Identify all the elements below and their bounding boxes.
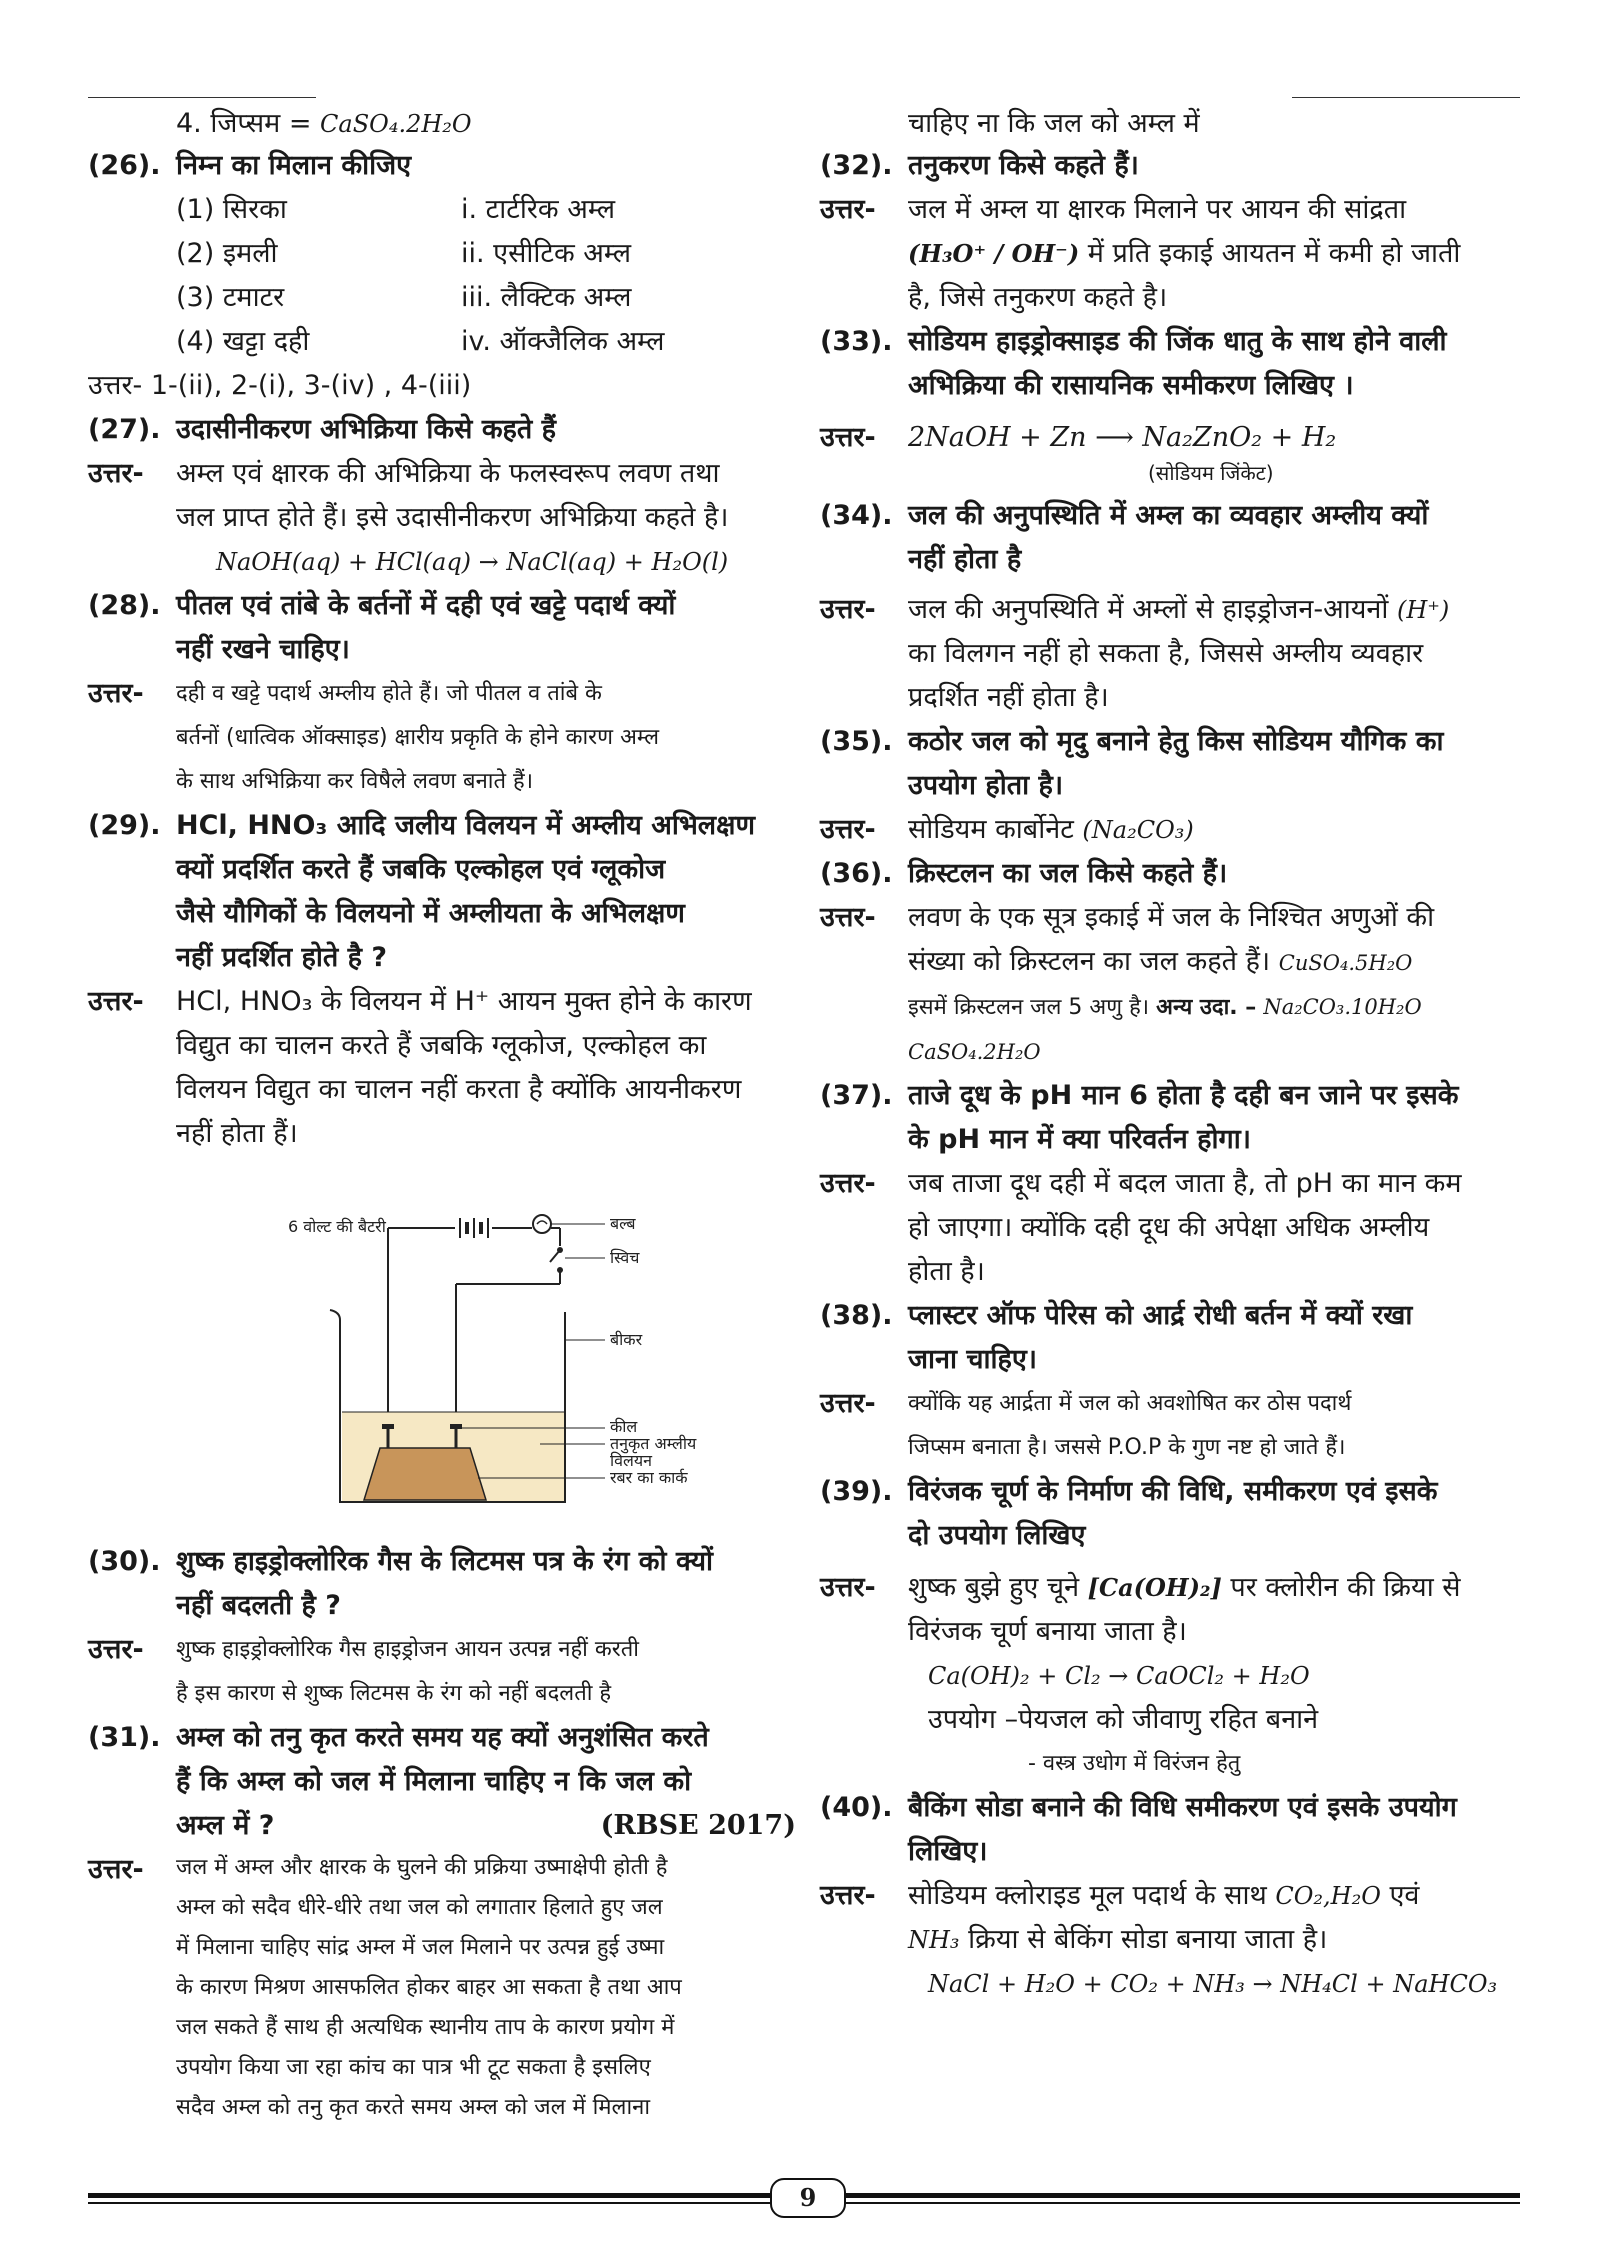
- answer-text: है इस कारण से शुष्क लिटमस के रंग को नहीं बदलती है: [176, 1681, 612, 1706]
- match-row: [88, 320, 796, 364]
- answer-text: बर्तनों (धात्विक ऑक्साइड) क्षारीय प्रकृति के होने कारण अम्ल: [176, 725, 660, 750]
- question-text: अम्ल में ?: [176, 1810, 275, 1841]
- use-text: उपयोग –पेयजल को जीवाणु रहित बनाने: [928, 1704, 1319, 1735]
- bleaching-powder-equation: Ca(OH)₂ + Cl₂ → CaOCl₂ + H₂O: [928, 1662, 1310, 1690]
- cork-label: रबर का कार्क: [610, 1468, 688, 1487]
- question-text: नहीं होता है: [908, 544, 1022, 575]
- question-26: [88, 144, 796, 188]
- slaked-lime-formula: [Ca(OH)₂]: [1087, 1573, 1222, 1602]
- question-32: [820, 144, 1520, 188]
- answer-text: जल की अनुपस्थिति में अम्लों से हाइड्रोजन-आयनों: [908, 594, 1389, 625]
- answer-text: जल में अम्ल या क्षारक मिलाने पर आयन की सांद्रता: [908, 194, 1407, 225]
- answer-31: [88, 1848, 796, 2128]
- question-text: उदासीनीकरण अभिक्रिया किसे कहते हैं: [176, 414, 557, 445]
- answer-text: का विलगन नहीं हो सकता है, जिससे अम्लीय व्यवहार: [908, 638, 1424, 669]
- exam-tag: (RBSE 2017): [600, 1810, 796, 1841]
- answer-text: अम्ल एवं क्षारक की अभिक्रिया के फलस्वरूप लवण तथा: [176, 458, 720, 489]
- question-number: (26).: [88, 150, 161, 181]
- nail-label: कील: [610, 1417, 638, 1436]
- answer-text: विलयन विद्युत का चालन नहीं करता है क्योंकि आयनीकरण: [176, 1074, 742, 1105]
- answer-text: जल प्राप्त होते हैं। इसे उदासीनीकरण अभिक्रिया कहते है।: [176, 502, 729, 533]
- answer-text: HCl, HNO₃ के विलयन में H⁺ आयन मुक्त होने के कारण: [176, 986, 752, 1017]
- answer-text: जिप्सम बनाता है। जससे P.O.P के गुण नष्ट हो जाते हैं।: [908, 1435, 1346, 1460]
- question-text: जल की अनुपस्थिति में अम्ल का व्यवहार अम्लीय क्यों: [908, 500, 1429, 531]
- header-rule-left: [88, 97, 316, 98]
- answer-text: के साथ अभिक्रिया कर विषैले लवण बनाते हैं।: [176, 769, 534, 794]
- question-number: (27).: [88, 414, 161, 445]
- hydrogen-ion-formula: (H⁺): [1396, 596, 1450, 624]
- baking-soda-equation: NaCl + H₂O + CO₂ + NH₃ → NH₄Cl + NaHCO₃: [928, 1970, 1498, 1998]
- answer-text: सोडियम क्लोराइड मूल पदार्थ के साथ: [908, 1880, 1267, 1911]
- question-number: (32).: [820, 150, 893, 181]
- answer-32: [820, 188, 1520, 320]
- question-text: के pH मान में क्या परिवर्तन होगा।: [908, 1124, 1251, 1155]
- question-number: (36).: [820, 858, 893, 889]
- answer-text: विद्युत का चालन करते हैं जबकि ग्लूकोज, एल्कोहल का: [176, 1030, 707, 1061]
- answer-text: सोडियम कार्बोनेट: [908, 814, 1074, 845]
- question-30: [88, 1540, 796, 1628]
- zinc-reaction-equation: 2NaOH + Zn ⟶ Na₂ZnO₂ + H₂: [908, 422, 1337, 453]
- question-number: (37).: [820, 1080, 893, 1111]
- match-row: [88, 232, 796, 276]
- question-40: [820, 1786, 1520, 1874]
- conductivity-apparatus-diagram: [260, 1212, 720, 1512]
- other-example-label: अन्य उदा. –: [1156, 995, 1257, 1020]
- answer-label: उत्तर-: [820, 1572, 876, 1603]
- answer-39: [820, 1566, 1520, 1786]
- question-number: (28).: [88, 590, 161, 621]
- question-text-row: [176, 1804, 796, 1848]
- answer-text: हो जाएगा। क्योंकि दही दूध की अपेक्षा अधिक अम्लीय: [908, 1212, 1430, 1243]
- question-33: [820, 320, 1520, 408]
- copper-sulphate-formula: CuSO₄.5H₂O: [1278, 951, 1413, 975]
- gypsum-label: 4. जिप्सम =: [176, 108, 312, 139]
- answer-text-row: [908, 1918, 1520, 1962]
- answer-text: जल में अम्ल और क्षारक के घुलने की प्रक्रिया उष्माक्षेपी होती है: [176, 1855, 668, 1880]
- match-right: iii. लैक्टिक अम्ल: [461, 282, 632, 313]
- answer-text-row: [908, 985, 1520, 1030]
- answer-text: जब ताजा दूध दही में बदल जाता है, तो pH का मान कम: [908, 1168, 1462, 1199]
- answer-28: [88, 672, 796, 804]
- left-column: [88, 104, 796, 1156]
- question-text: सोडियम हाइड्रोक्साइड की जिंक धातु के साथ होने वाली: [908, 326, 1447, 357]
- question-text: क्यों प्रदर्शित करते हैं जबकि एल्कोहल एवं ग्लूकोज: [176, 854, 666, 885]
- answer-label: उत्तर-: [88, 458, 144, 489]
- answer-text: है, जिसे तनुकरण कहते है।: [908, 282, 1168, 313]
- use-text: - वस्त्र उधोग में विरंजन हेतु: [1028, 1751, 1241, 1776]
- reactant-formula: CO₂,H₂O: [1275, 1882, 1381, 1910]
- answer-text: प्रदर्शित नहीं होता है।: [908, 682, 1109, 713]
- answer-label: उत्तर-: [820, 422, 876, 453]
- answer-37: [820, 1162, 1520, 1294]
- answer-label: उत्तर-: [820, 594, 876, 625]
- answer-label: उत्तर-: [88, 1854, 144, 1885]
- battery-icon: [460, 1218, 488, 1238]
- question-number: (31).: [88, 1722, 161, 1753]
- header-rule-right: [1292, 97, 1520, 98]
- page-number: 9: [770, 2178, 846, 2218]
- answer-label: उत्तर-: [88, 1634, 144, 1665]
- question-number: (38).: [820, 1300, 893, 1331]
- switch-label: स्विच: [610, 1248, 640, 1267]
- question-text: नहीं प्रदर्शित होते है ?: [176, 942, 388, 973]
- answer-text: शुष्क हाइड्रोक्लोरिक गैस हाइड्रोजन आयन उत्पन्न नहीं करती: [176, 1637, 639, 1662]
- question-text: नहीं बदलती है ?: [176, 1590, 341, 1621]
- answer-label: उत्तर-: [820, 1880, 876, 1911]
- answer-30: [88, 1628, 796, 1716]
- question-text: तनुकरण किसे कहते हैं।: [908, 150, 1139, 181]
- question-38: [820, 1294, 1520, 1382]
- answer-text-row: [908, 940, 1520, 985]
- gypsum-formula: CaSO₄.2H₂O: [320, 110, 472, 138]
- question-number: (40).: [820, 1792, 893, 1823]
- answer-text: के कारण मिश्रण आसफलित होकर बाहर आ सकता है तथा आप: [176, 1975, 682, 2000]
- answer-29: [88, 980, 796, 1156]
- answer-label: उत्तर-: [88, 678, 144, 709]
- question-text: अम्ल को तनु कृत करते समय यह क्यों अनुशंसित करते: [176, 1722, 709, 1753]
- question-text: लिखिए।: [908, 1836, 988, 1867]
- question-text: नहीं रखने चाहिए।: [176, 634, 350, 665]
- match-left: (3) टमाटर: [176, 282, 285, 313]
- question-29: [88, 804, 796, 980]
- answer-text: शुष्क बुझे हुए चूने: [908, 1572, 1080, 1603]
- answer-text-row: [908, 232, 1520, 276]
- gypsum-line: [88, 104, 796, 144]
- answer-text: इसमें क्रिस्टलन जल 5 अणु है।: [908, 995, 1150, 1020]
- question-text: दो उपयोग लिखिए: [908, 1520, 1086, 1551]
- sodium-carbonate-formula: (Na₂CO₃): [1082, 816, 1194, 844]
- bulb-icon: [533, 1215, 551, 1233]
- question-28: [88, 584, 796, 672]
- bulb-label: बल्ब: [610, 1214, 636, 1233]
- question-text: कठोर जल को मृदु बनाने हेतु किस सोडियम यौगिक का: [908, 726, 1444, 757]
- answer-text: होता है।: [908, 1256, 985, 1287]
- match-row: [88, 276, 796, 320]
- answer-text: संख्या को क्रिस्टलन का जल कहते हैं।: [908, 946, 1271, 977]
- answer-text-row: [908, 588, 1520, 632]
- match-left: (4) खट्टा दही: [176, 326, 310, 357]
- question-text: पीतल एवं तांबे के बर्तनों में दही एवं खट्टे पदार्थ क्यों: [176, 590, 676, 621]
- answer-35: [820, 808, 1520, 852]
- answer-text: नहीं होता हैं।: [176, 1118, 298, 1149]
- sodium-zincate-label: (सोडियम जिंकेट): [1148, 461, 1274, 485]
- question-27: [88, 408, 796, 452]
- answer-text: सदैव अम्ल को तनु कृत करते समय अम्ल को जल में मिलाना: [176, 2095, 651, 2120]
- question-39: [820, 1470, 1520, 1558]
- question-text: विरंजक चूर्ण के निर्माण की विधि, समीकरण एवं इसके: [908, 1476, 1438, 1507]
- question-text: जाना चाहिए।: [908, 1344, 1038, 1375]
- washing-soda-formula: Na₂CO₃.10H₂O: [1263, 995, 1422, 1019]
- gypsum-formula: CaSO₄.2H₂O: [908, 1040, 1041, 1064]
- answer-text-row: [908, 1566, 1520, 1610]
- question-number: (33).: [820, 326, 893, 357]
- answer-33: [820, 416, 1520, 486]
- match-right: ii. एसीटिक अम्ल: [461, 238, 632, 269]
- question-text: HCl, HNO₃ आदि जलीय विलयन में अम्लीय अभिलक्षण: [176, 810, 755, 841]
- match-right: iv. ऑक्जैलिक अम्ल: [461, 326, 665, 357]
- question-text: उपयोग होता है।: [908, 770, 1064, 801]
- question-number: (35).: [820, 726, 893, 757]
- match-left: (2) इमली: [176, 238, 278, 269]
- question-34: [820, 494, 1520, 582]
- answer-label: उत्तर-: [820, 1388, 876, 1419]
- question-text: हैं कि अम्ल को जल में मिलाना चाहिए न कि जल को: [176, 1766, 692, 1797]
- question-number: (29).: [88, 810, 161, 841]
- answer-36: [820, 896, 1520, 1074]
- answer-text: क्योंकि यह आर्द्रता में जल को अवशोषित कर ठोस पदार्थ: [908, 1391, 1352, 1416]
- ion-formula: (H₃O⁺ / OH⁻): [908, 239, 1080, 268]
- left-column-lower: [88, 1540, 796, 2128]
- question-number: (39).: [820, 1476, 893, 1507]
- match-right: i. टार्टरिक अम्ल: [461, 194, 616, 225]
- question-31: [88, 1716, 796, 1848]
- answer-label: उत्तर-: [820, 902, 876, 933]
- question-36: [820, 852, 1520, 896]
- answer-text: दही व खट्टे पदार्थ अम्लीय होते हैं। जो पीतल व तांबे के: [176, 681, 602, 706]
- answer-label: उत्तर-: [88, 986, 144, 1017]
- question-text: ताजे दूध के pH मान 6 होता है दही बन जाने पर इसके: [908, 1080, 1459, 1111]
- answer-text-row: [908, 1874, 1520, 1918]
- answer-text: में प्रति इकाई आयतन में कमी हो जाती: [1079, 238, 1461, 269]
- question-37: [820, 1074, 1520, 1162]
- answer-label: उत्तर-: [820, 814, 876, 845]
- battery-label: 6 वोल्ट की बैटरी: [288, 1217, 386, 1236]
- answer-34: [820, 588, 1520, 720]
- question-text: निम्न का मिलान कीजिए: [176, 150, 412, 181]
- answer-text: लवण के एक सूत्र इकाई में जल के निश्चित अणुओं की: [908, 902, 1435, 933]
- question-number: (34).: [820, 500, 893, 531]
- switch-icon: [550, 1247, 563, 1273]
- answer-40: [820, 1874, 1520, 2006]
- answer-text: क्रिया से बेकिंग सोडा बनाया जाता है।: [959, 1924, 1328, 1955]
- answer-label: उत्तर-: [820, 194, 876, 225]
- answer-38: [820, 1382, 1520, 1470]
- answer-label: उत्तर-: [820, 1168, 876, 1199]
- answer-text: अम्ल को सदैव धीरे-धीरे तथा जल को लगातार हिलाते हुए जल: [176, 1895, 663, 1920]
- solution-label-2: विलयन: [610, 1451, 653, 1470]
- question-text: क्रिस्टलन का जल किसे कहते हैं।: [908, 858, 1228, 889]
- answer-text: विरंजक चूर्ण बनाया जाता है।: [908, 1616, 1187, 1647]
- question-number: (30).: [88, 1546, 161, 1577]
- ammonia-formula: NH₃: [908, 1926, 960, 1954]
- neutralization-equation: NaOH(aq) + HCl(aq) → NaCl(aq) + H₂O(l): [216, 548, 729, 576]
- question-text: बैकिंग सोडा बनाने की विधि समीकरण एवं इसके उपयोग: [908, 1792, 1457, 1823]
- question-text: प्लास्टर ऑफ पेरिस को आर्द्र रोधी बर्तन में क्यों रखा: [908, 1300, 1413, 1331]
- right-column: [820, 104, 1520, 2006]
- question-text: शुष्क हाइड्रोक्लोरिक गैस के लिटमस पत्र के रंग को क्यों: [176, 1546, 714, 1577]
- beaker-label: बीकर: [610, 1330, 643, 1349]
- question-text: अभिक्रिया की रासायनिक समीकरण लिखिए ।: [908, 370, 1354, 401]
- answer-26: उत्तर- 1-(ii), 2-(i), 3-(iv) , 4-(iii): [88, 370, 472, 401]
- answer-text: एवं: [1389, 1880, 1420, 1911]
- continued-text: चाहिए ना कि जल को अम्ल में: [908, 108, 1200, 139]
- solution-label: तनुकृत अम्लीय: [610, 1434, 697, 1453]
- question-text: जैसे यौगिकों के विलयनो में अम्लीयता के अभिलक्षण: [176, 898, 685, 929]
- answer-text: जल सकते हैं साथ ही अत्यधिक स्थानीय ताप के कारण प्रयोग में: [176, 2015, 675, 2040]
- answer-text: में मिलाना चाहिए सांद्र अम्ल में जल मिलाने पर उत्पन्न हुई उष्मा: [176, 1935, 665, 1960]
- answer-text: उपयोग किया जा रहा कांच का पात्र भी टूट सकता है इसलिए: [176, 2055, 651, 2080]
- answer-27: [88, 452, 796, 584]
- question-35: [820, 720, 1520, 808]
- answer-text: पर क्लोरीन की क्रिया से: [1230, 1572, 1461, 1603]
- match-left: (1) सिरका: [176, 194, 287, 225]
- match-row: [88, 188, 796, 232]
